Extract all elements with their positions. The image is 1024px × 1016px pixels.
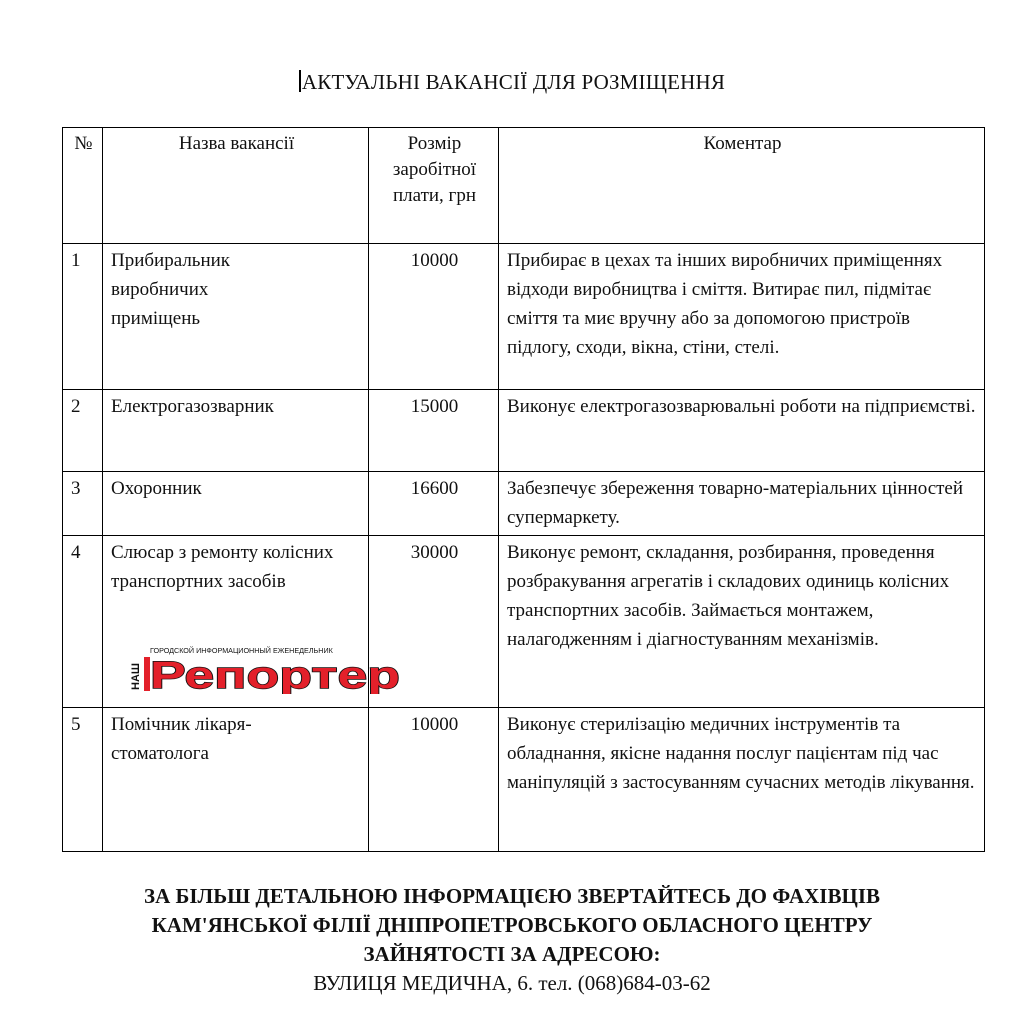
row-salary: 16600 [369,472,499,536]
row-comment: Прибирає в цехах та інших виробничих приміщеннях відходи виробництва і сміття. Витирає пил, підмітає сміття та миє вручну або за допомогою пристроїв підлогу, сходи, вікна, стіни, стелі. [499,244,985,390]
row-name-text: Прибиральник виробничих приміщень [111,250,231,329]
table-row [63,390,985,472]
row-num: 5 [63,708,103,852]
footer-line-2: КАМ'ЯНСЬКОЇ ФІЛІЇ ДНІПРОПЕТРОВСЬКОГО ОБЛАСНОГО ЦЕНТРУ [151,913,873,937]
row-salary: 15000 [369,390,499,472]
row-comment: Виконує електрогазозварювальні роботи на підприємстві. [499,390,985,472]
row-name-text: Слюсар з ремонту колісних транспортних засобів [111,542,334,592]
logo-tagline: ГОРОДСКОЙ ИНФОРМАЦИОННЫЙ ЕЖЕНЕДЕЛЬНИК [150,646,333,655]
header-num: № [63,128,103,244]
table-row [63,244,985,390]
header-salary [369,128,499,244]
text-cursor [299,70,301,92]
row-comment: Виконує стерилізацію медичних інструментів та обладнання, якісне надання послуг пацієнтам під час маніпуляцій з застосуванням сучасних методів лікування. [499,708,985,852]
row-name: Охоронник [103,472,369,536]
vacancies-table [62,127,985,852]
row-num: 2 [63,390,103,472]
row-num: 3 [63,472,103,536]
row-name [103,708,369,852]
row-name-text: Помічник лікаря-стоматолога [111,714,252,764]
row-salary: 10000 [369,708,499,852]
row-salary: 10000 [369,244,499,390]
reporter-watermark-logo [130,644,405,694]
footer-address: ВУЛИЦЯ МЕДИЧНА, 6. тел. (068)684-03-62 [313,971,711,995]
logo-brand: Репортер [150,655,400,694]
header-comment: Коментар [499,128,985,244]
row-salary: 30000 [369,536,499,708]
row-comment: Забезпечує збереження товарно-матеріальних цінностей супермаркету. [499,472,985,536]
document-title-wrapper [0,70,1024,95]
reporter-logo-graphic [130,644,405,694]
footer-line-1: ЗА БІЛЬШ ДЕТАЛЬНОЮ ІНФОРМАЦІЄЮ ЗВЕРТАЙТЕСЬ ДО ФАХІВЦІВ [144,884,880,908]
table-row [63,472,985,536]
logo-vertical-text: НАШ [130,663,142,690]
footer-line-3: ЗАЙНЯТОСТІ ЗА АДРЕСОЮ: [363,942,661,966]
row-num: 4 [63,536,103,708]
row-name [103,244,369,390]
document-title: АКТУАЛЬНІ ВАКАНСІЇ ДЛЯ РОЗМІЩЕННЯ [301,70,726,94]
contact-footer [0,882,1024,998]
row-name: Електрогазозварник [103,390,369,472]
row-comment: Виконує ремонт, складання, розбирання, проведення розбракування агрегатів і складових одиниць колісних транспортних засобів. Займається монтажем, налагодженням і діагностуванням механізмів. [499,536,985,708]
header-name: Назва вакансії [103,128,369,244]
row-num: 1 [63,244,103,390]
table-header-row [63,128,985,244]
table-row [63,708,985,852]
header-salary-text: Розмір заробітної плати, грн [392,133,477,206]
